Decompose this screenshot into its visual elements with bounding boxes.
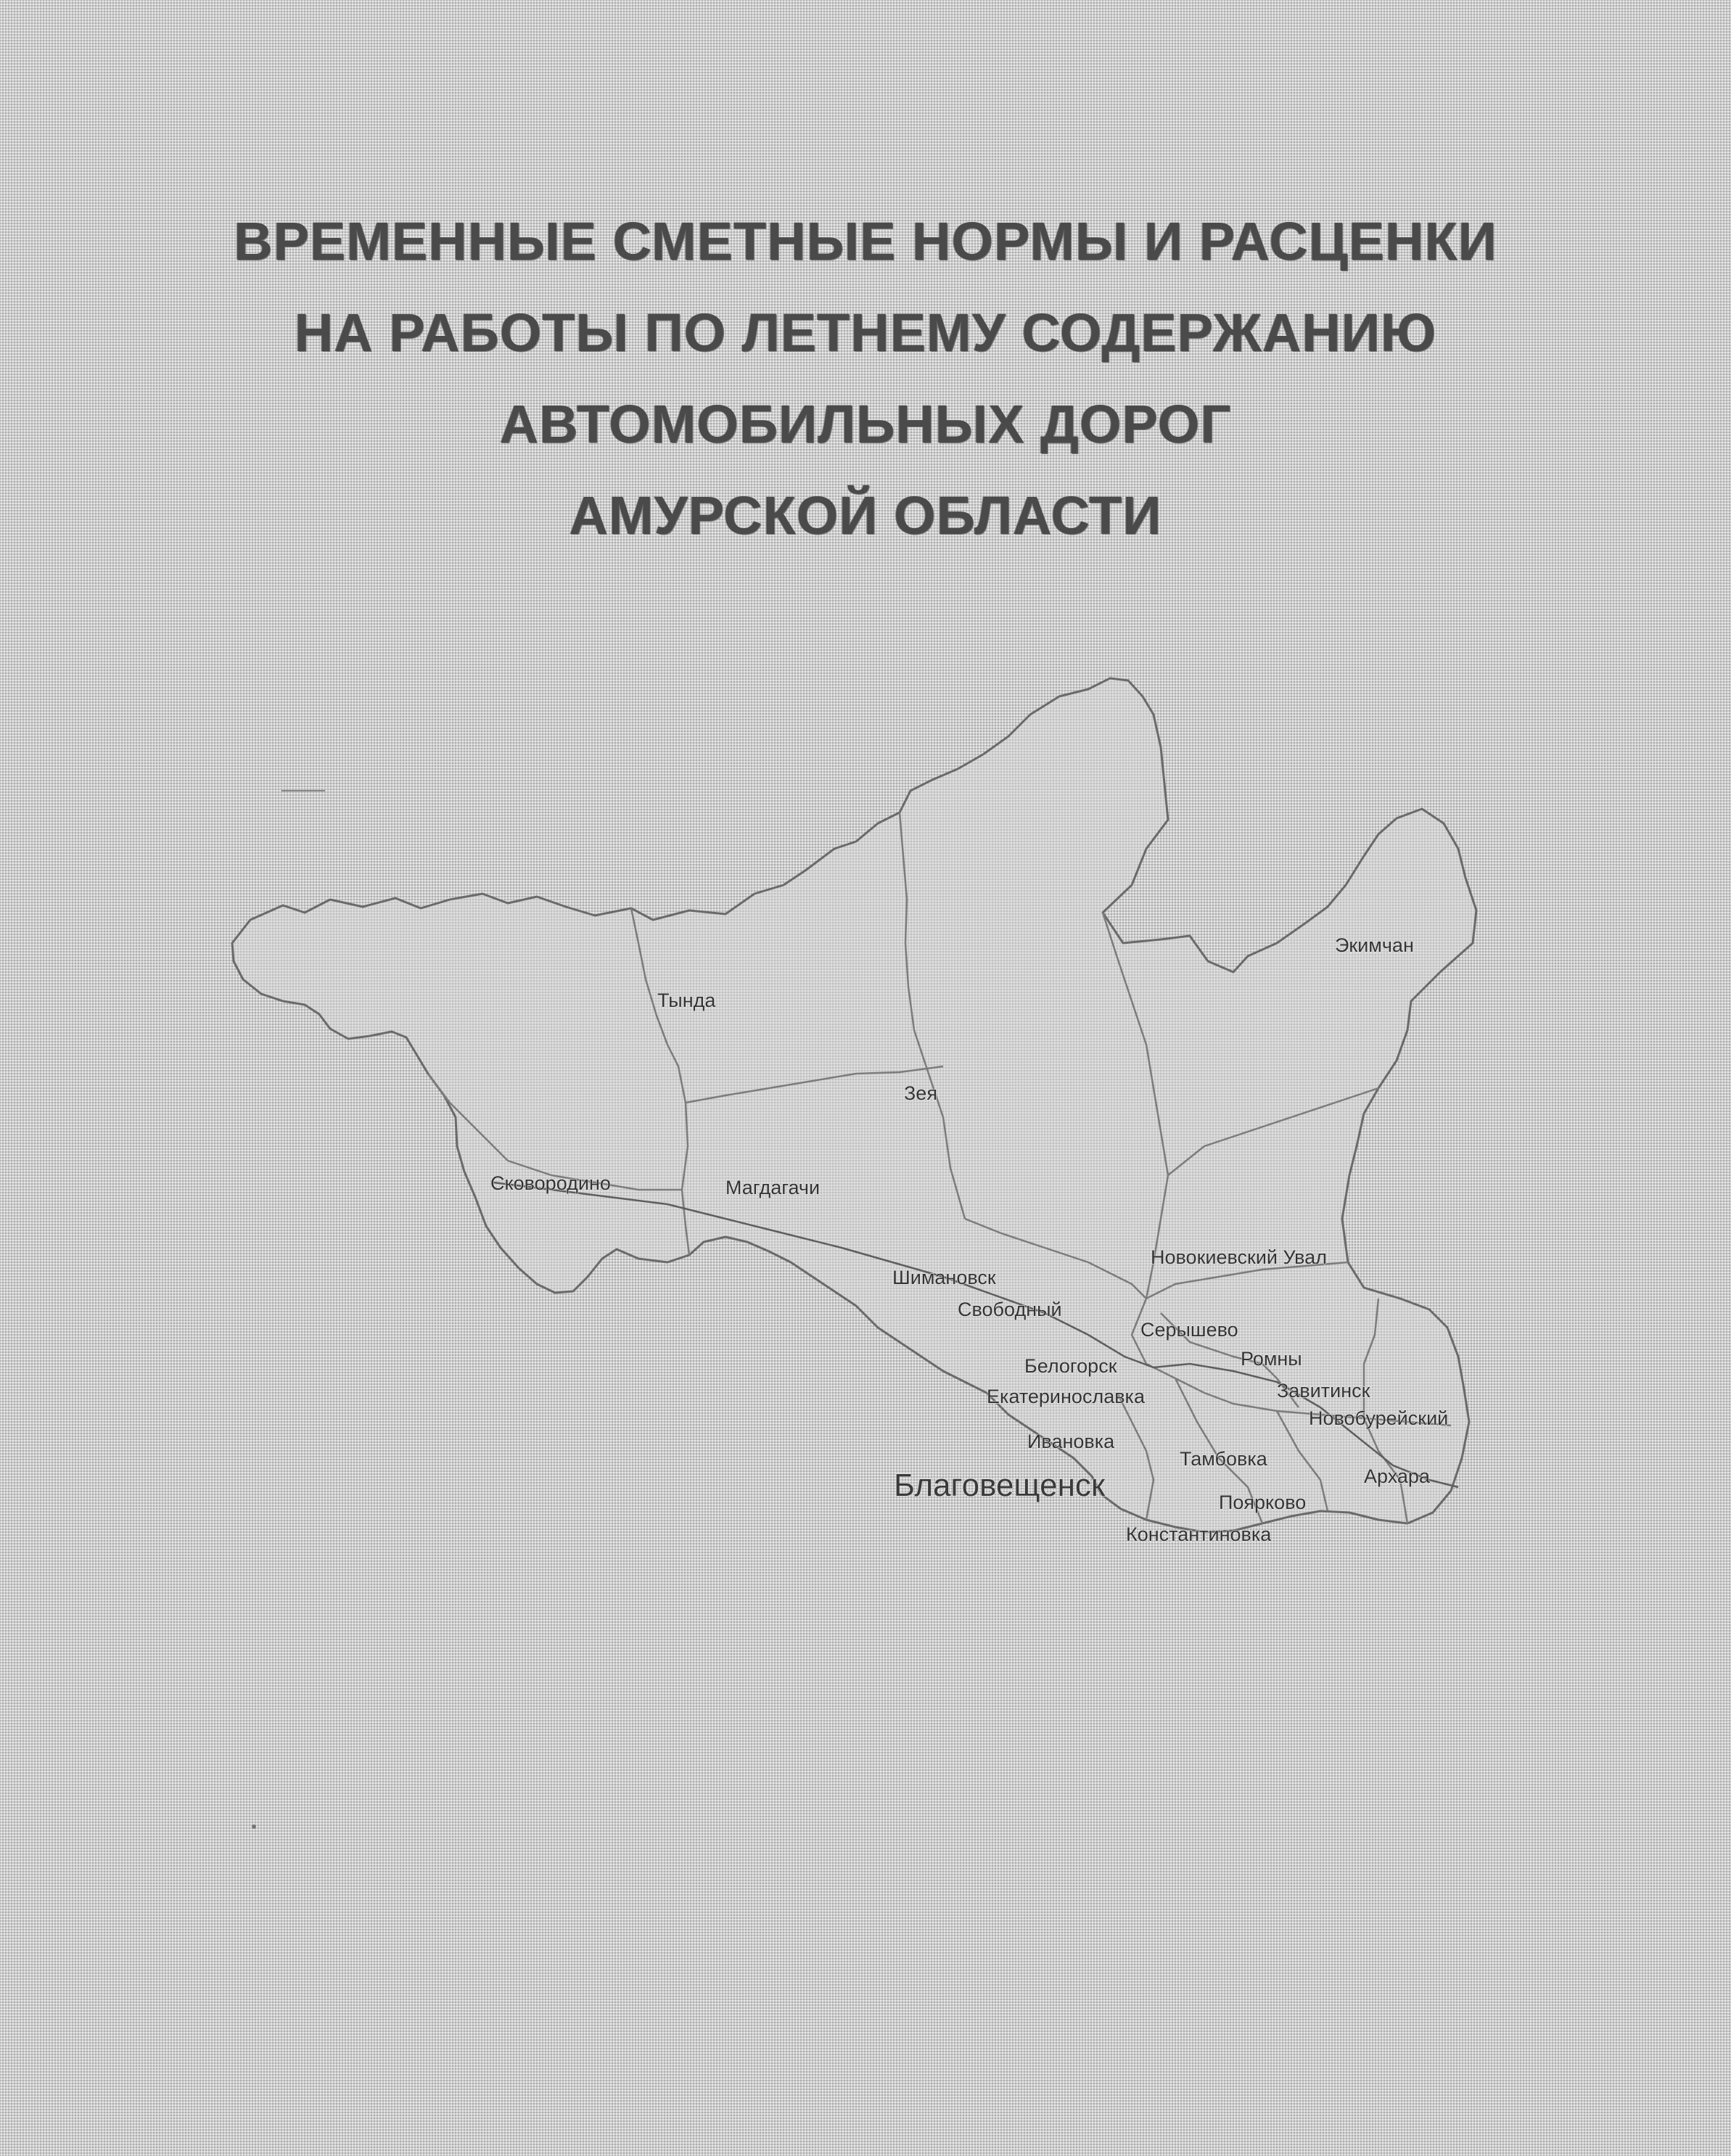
city-label-arkhara: Архара: [1364, 1465, 1430, 1487]
city-label-ivanovka: Ивановка: [1027, 1431, 1115, 1452]
city-label-poyarkovo: Поярково: [1219, 1491, 1307, 1513]
city-label-shimanovsk: Шимановск: [892, 1267, 996, 1288]
city-label-magdagachi: Магдагачи: [725, 1177, 821, 1198]
city-label-tynda: Тында: [657, 989, 716, 1011]
city-label-novokievsky-uval: Новокиевский Увал: [1151, 1246, 1327, 1268]
title-line-2: НА РАБОТЫ ПО ЛЕТНЕМУ СОДЕРЖАНИЮ: [294, 303, 1437, 363]
city-label-seryshevo: Серышево: [1140, 1319, 1238, 1341]
city-label-tambovka: Тамбовка: [1180, 1448, 1267, 1470]
city-label-konstantinovka: Константиновка: [1126, 1523, 1272, 1545]
city-label-belogorsk: Белогорск: [1024, 1355, 1117, 1377]
region-outline: [232, 678, 1476, 1532]
city-label-ekaterinoslavka: Екатеринославка: [987, 1386, 1145, 1407]
city-label-svobodny: Свободный: [958, 1299, 1062, 1320]
title-line-4: АМУРСКОЙ ОБЛАСТИ: [569, 485, 1162, 546]
city-label-novobureysky: Новобурейский: [1309, 1407, 1449, 1429]
city-label-romny: Ромны: [1241, 1348, 1302, 1370]
city-label-blagoveshchensk: Благовещенск: [894, 1468, 1106, 1503]
city-label-zavitinsk: Завитинск: [1277, 1380, 1370, 1402]
city-label-zeya: Зея: [904, 1082, 937, 1104]
city-label-ekimchan: Экимчан: [1335, 934, 1414, 956]
title-line-1: ВРЕМЕННЫЕ СМЕТНЫЕ НОРМЫ И РАСЦЕНКИ: [234, 211, 1497, 271]
city-label-skovorodino: Сковородино: [490, 1172, 611, 1194]
title-line-3: АВТОМОБИЛЬНЫХ ДОРОГ: [499, 394, 1232, 454]
scan-dot: [252, 1824, 256, 1829]
